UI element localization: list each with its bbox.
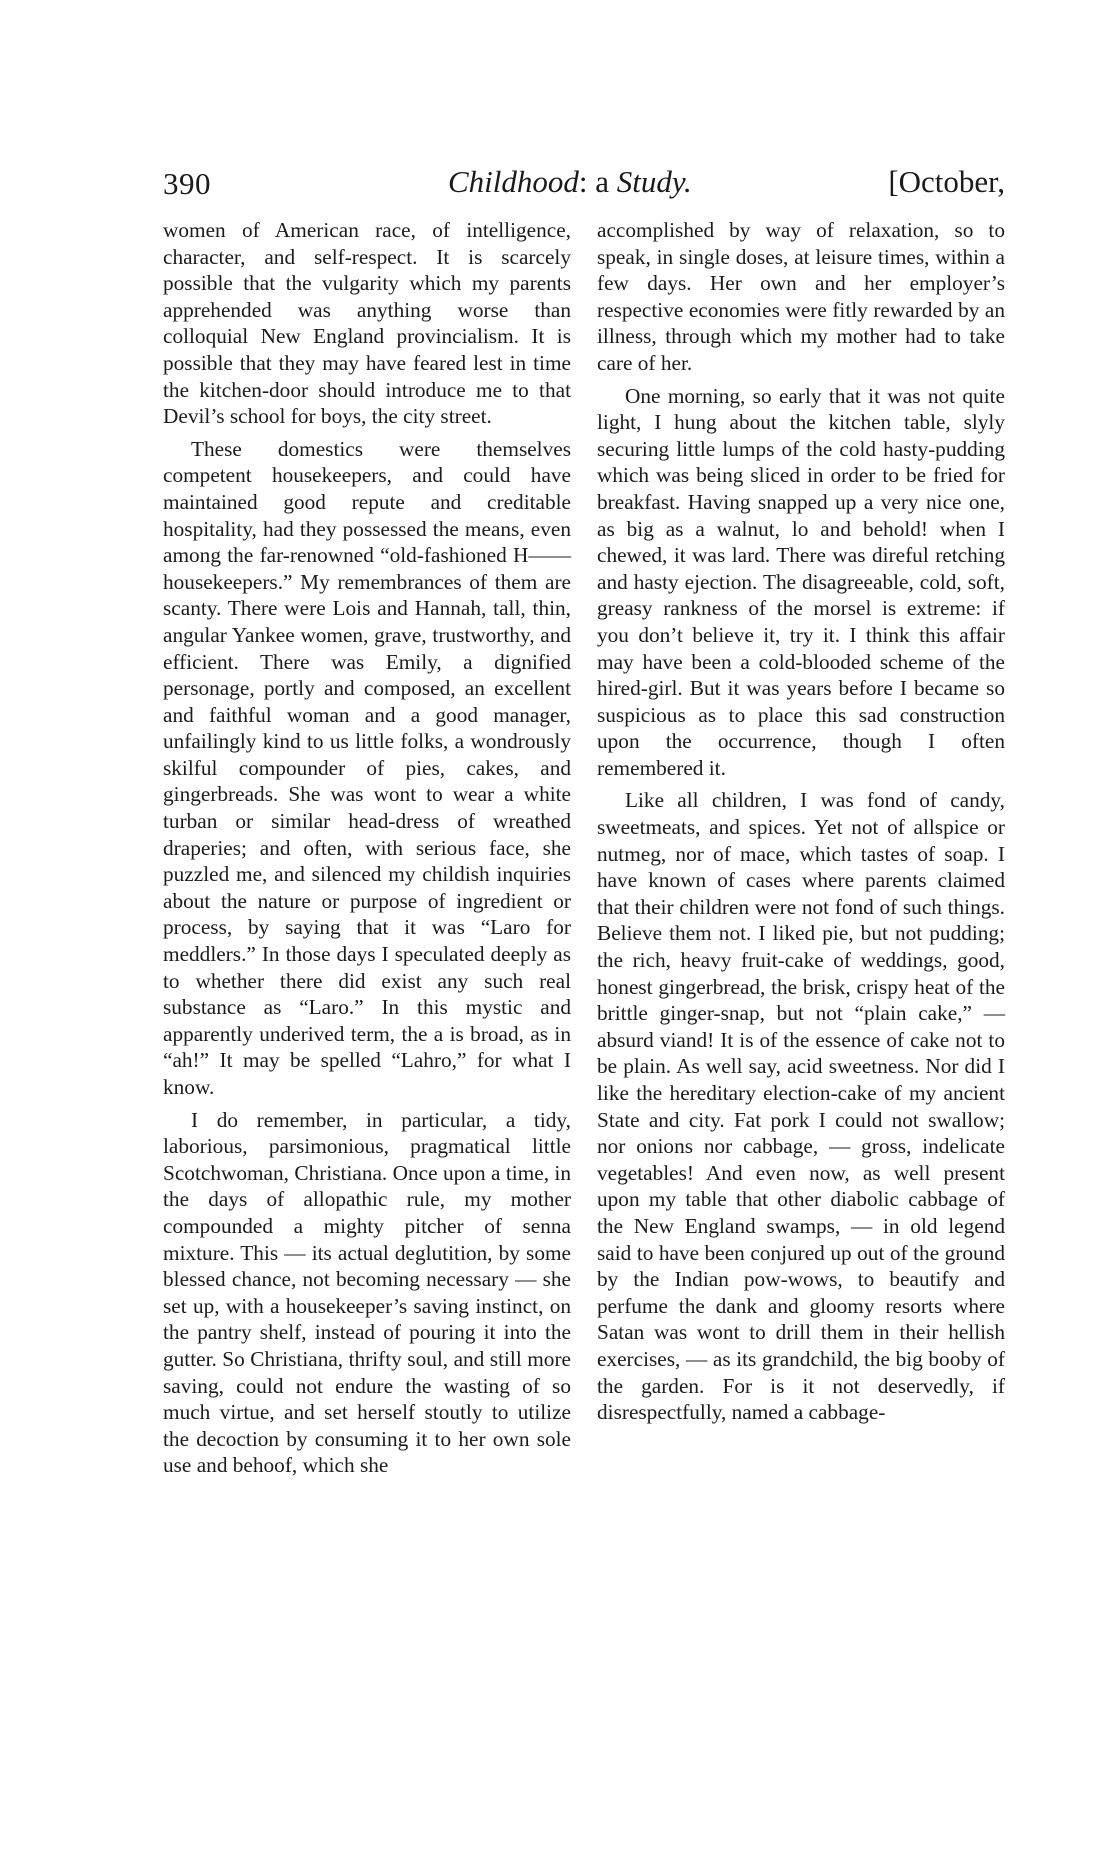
left-column bbox=[163, 217, 571, 1479]
page-number: 390 bbox=[163, 166, 211, 201]
running-month: [October, bbox=[888, 164, 1005, 199]
right-paragraph-1: accomplished by way of relaxation, so to speak, in single doses, at leisure times, within a few days. Her own and her employer’s respective economies were fitly rewarded by an illness, through which my mother had to take care of her. bbox=[597, 218, 1005, 375]
title-article: a bbox=[595, 164, 610, 199]
title-main: Childhood bbox=[448, 164, 579, 199]
title-sub: Study. bbox=[616, 164, 692, 199]
right-column bbox=[597, 217, 1005, 1426]
running-header bbox=[163, 162, 1005, 202]
left-paragraph-2: These domestics were themselves competent housekeepers, and could have maintained good repute and creditable hospitality, had they possessed the means, even among the far-renowned “old-fashioned H—— housekeepers.” My remembrances of them are scanty. There were Lois and Hannah, tall, thin, angular Yankee women, grave, trustworthy, and efficient. There was Emily, a dignified personage, portly and composed, an excellent and faithful woman and a good manager, unfailingly kind to us little folks, a wondrously skilful compounder of pies, cakes, and gingerbreads. She was wont to wear a white turban or similar head-dress of wreathed draperies; and often, with serious face, she puzzled me, and silenced my childish inquiries about the nature or purpose of ingredient or process, by saying that it was “Laro for meddlers.” In those days I speculated deeply as to whether there did exist any such real substance as “Laro.” In this mystic and apparently underived term, the a is broad, as in “ah!” It may be spelled “Lahro,” for what I know. bbox=[163, 436, 571, 1099]
title-separator: : bbox=[578, 164, 596, 199]
right-paragraph-2: One morning, so early that it was not quite light, I hung about the kitchen table, slyly securing little lumps of the cold hasty-pudding which was being sliced in order to be fried for breakfast. Having snapped up a very nice one, as big as a walnut, lo and behold! when I chewed, it was lard. There was direful retching and hasty ejection. The disagreeable, cold, soft, greasy rankness of the morsel is extreme: if you don’t believe it, try it. I think this affair may have been a cold-blooded scheme of the hired-girl. But it was years before I became so suspicious as to place this sad construction upon the occurrence, though I often remembered it. bbox=[597, 383, 1005, 780]
left-paragraph-1: women of American race, of intelligence, character, and self-respect. It is scarcely possible that the vulgarity which my parents apprehended was anything worse than colloquial New England provincialism. It is possible that they may have feared lest in time the kitchen-door should introduce me to that Devil’s school for boys, the city street. bbox=[163, 218, 571, 429]
running-title bbox=[448, 162, 692, 202]
right-paragraph-3: Like all children, I was fond of candy, sweetmeats, and spices. Yet not of allspice or nutmeg, nor of mace, which tastes of soap. I have known of cases where parents claimed that their children were not fond of such things. Believe them not. I liked pie, but not pudding; the rich, heavy fruit-cake of weddings, good, honest gingerbread, the brisk, crispy heat of the brittle ginger-snap, but not “plain cake,” — absurd viand! It is of the essence of cake not to be plain. As well say, acid sweetness. Nor did I like the hereditary election-cake of my ancient State and city. Fat pork I could not swallow; nor onions nor cabbage, — gross, indelicate vegetables! And even now, as well present upon my table that other diabolic cabbage of the New England swamps, — in old legend said to have been conjured up out of the ground by the Indian pow-wows, to beautify and perfume the dank and gloomy resorts where Satan was wont to drill them in their hellish exercises, — as its grandchild, the big booby of the garden. For is it not deservedly, if disrespectfully, named a cabbage- bbox=[597, 788, 1005, 1425]
left-paragraph-3: I do remember, in particular, a tidy, laborious, parsimonious, pragmatical little Scotchwoman, Christiana. Once upon a time, in the days of allopathic rule, my mother compounded a mighty pitcher of senna mixture. This — its actual deglutition, by some blessed chance, not becoming necessary — she set up, with a housekeeper’s saving instinct, on the pantry shelf, instead of pouring it into the gutter. So Christiana, thrifty soul, and still more saving, could not endure the wasting of so much virtue, and set herself stoutly to utilize the decoction by consuming it to her own sole use and behoof, which she bbox=[163, 1107, 571, 1478]
